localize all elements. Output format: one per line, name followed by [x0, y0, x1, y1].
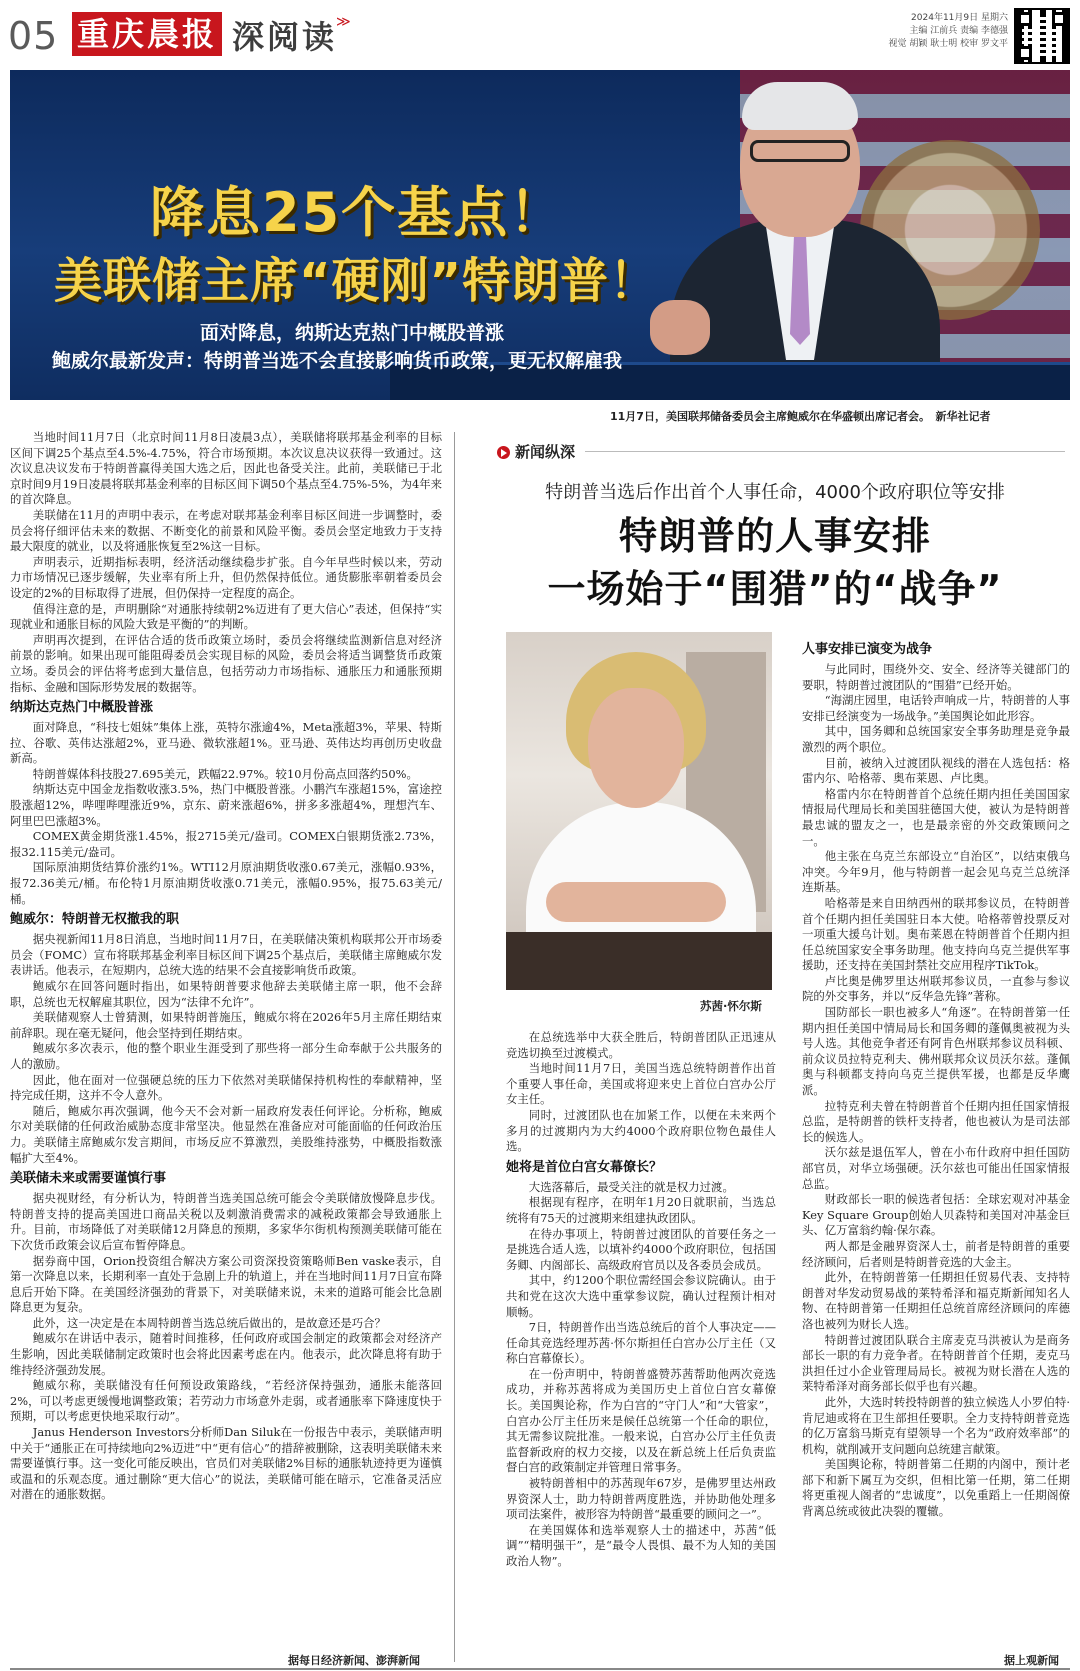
subheadline-line-1: 面对降息，纳斯达克热门中概股普涨 — [200, 322, 505, 344]
paragraph: 美联储观察人士曾猜测，如果特朗普施压，鲍威尔将在2026年5月主席任期结束前辞职。现在毫无疑问，他会坚持到任期结束。 — [10, 1010, 442, 1040]
paragraph: 纳斯达克中国金龙指数收涨3.5%，热门中概股普涨。小鹏汽车涨超15%，富途控股涨超12%，哔哩哔哩涨近9%，京东、蔚来涨超6%，拼多多涨超4%，理想汽车、阿里巴巴涨超3%。 — [10, 782, 442, 828]
paragraph: 据央视财经，有分析认为，特朗普当选美国总统可能会令美联储放慢降息步伐。特朗普支持的提高美国进口商品关税以及刺激消费需求的减税政策都会导致通胀上升。目前，市场降低了对美联储12月降息的预期，多家华尔街机构预测美联储可能在下次货币政策会议后宣布暂停降息。 — [10, 1191, 442, 1252]
paragraph: 鲍威尔称，美联储没有任何预设政策路线，“若经济保持强劲，通胀未能落回2%，可以考虑更缓慢地调整政策；若劳动力市场意外走弱，或者通胀率下降速度快于预期，可以考虑更快地采取行动”。 — [10, 1378, 442, 1424]
subheading: 纳斯达克热门中概股普涨 — [10, 700, 154, 716]
feature-deck: 特朗普当选后作出首个人事任命，4000个政府职位等安排 — [545, 482, 1005, 503]
paragraph: 随后，鲍威尔再次强调，他今天不会对新一届政府发表任何评论。分析称，鲍威尔对美联储的任何政治威胁态度非常坚决。他显然在准备应对可能面临的任何政治压力。美联储主席鲍威尔发言期间，市场反应不算激烈，美股维持涨势，中概股指数涨幅扩大至4%。 — [10, 1103, 442, 1165]
portrait-photo — [506, 632, 772, 990]
paragraph: 美联储在11月的声明中表示，在考虑对联邦基金利率目标区间进一步调整时，委员会将仔细评估未来的数据、不断变化的前景和风险平衡。委员会坚定地致力于支持最大限度的就业，以及将通胀恢复至2%这一目标。 — [10, 507, 442, 554]
paragraph: 同时，过渡团队也在加紧工作，以便在未来两个多月的过渡期内为大约4000个政府职位物色最佳人选。 — [506, 1107, 776, 1154]
editors-line: 视觉 胡颖 耿士明 校审 罗文平 — [888, 39, 1008, 49]
masthead — [0, 0, 1080, 70]
feature-title-line-1: 特朗普的人事安排 — [618, 514, 931, 558]
source-credit: 据上观新闻 — [1004, 1654, 1059, 1667]
paragraph: 鲍威尔在回答问题时指出，如果特朗普要求他辞去美联储主席一职，他不会辞职，总统也无权解雇其职位，因为“法律不允许”。 — [10, 979, 442, 1009]
paragraph: 面对降息，“科技七姐妹”集体上涨，英特尔涨逾4%，Meta涨超3%，苹果、特斯拉、谷歌、英伟达涨超2%，亚马逊、微软涨超1%。亚马逊、英伟达均再创历史收盘新高。 — [10, 720, 442, 766]
paragraph: 特朗普媒体科技股27.695美元，跌幅22.97%。较10月份高点回落约50%。 — [32, 766, 418, 781]
paragraph: 被特朗普相中的苏茜现年67岁，是佛罗里达州政界资深人士，助力特朗普两度胜选，并协助他处理多项司法案件，被形容为特朗普“最重要的顾问之一”。 — [506, 1476, 776, 1522]
paragraph: 在一份声明中，特朗普盛赞苏茜帮助他两次竞选成功，并称苏茜将成为美国历史上首位白宫女幕僚长。美国舆论称，作为白宫的“守门人”和“大管家”，白宫办公厅主任历来是候任总统第一个任命的职位，其无需参议院批准。一般来说，白宫办公厅主任负责监督新政府的权力交接，以及在新总统上任后负责监督白宫的政策制定并管理日常事务。 — [506, 1366, 776, 1475]
subheadline-line-2: 鲍威尔最新发声：特朗普当选不会直接影响货币政策，更无权解雇我 — [52, 350, 623, 372]
paragraph: 值得注意的是，声明删除“对通胀持续朝2%迈进有了更大信心”表述，但保持“实现就业和通胀目标的风险大致是平衡的”的判断。 — [10, 601, 442, 632]
paragraph: 在美国媒体和选举观察人士的描述中，苏茜“低调”“精明强干”，是“最令人畏惧、最不为人知的美国政治人物”。 — [506, 1522, 776, 1568]
paragraph: 当地时间11月7日（北京时间11月8日凌晨3点），美联储将联邦基金利率的目标区间下调25个基点至4.5%-4.75%，符合市场预期。本次议息决议获得一致通过。这次议息决议发布于特朗普赢得美国大选之后，因此也备受关注。此前，美联储已于北京时间9月19日凌晨将联邦基金利率的目标区间下调50个基点至4.75%-5%，为4年来的首次降息。 — [10, 430, 442, 507]
paragraph: 此外，这一决定是在本周特朗普当选总统后做出的，是故意还是巧合？ — [32, 1315, 386, 1330]
paragraph: 此外，大选时转投特朗普的独立候选人小罗伯特·肯尼迪或将在卫生部担任要职。全力支持特朗普竞选的亿万富翁马斯克有望领导一个名为“政府效率部”的机构，就削减开支问题向总统建言献策。 — [802, 1394, 1070, 1456]
feature-column-right — [802, 637, 1070, 1665]
paragraph: 此外，在特朗普第一任期担任贸易代表、支持特朗普对华发动贸易战的莱特希泽和福克斯新闻知名人物、在特朗普第一任期担任总统首席经济顾问的库德洛也被列为财长人选。 — [802, 1270, 1070, 1331]
feature-tag: 新闻纵深 — [515, 443, 576, 461]
play-icon — [497, 446, 510, 459]
column-divider — [454, 432, 455, 1662]
paragraph: 他主张在乌克兰东部设立“自治区”，以结束俄乌冲突。今年9月，他与特朗普一起会见乌克兰总统泽连斯基。 — [802, 849, 1070, 895]
feature-column-left — [506, 1030, 776, 1665]
feature-title-line-2: 一场始于“围猎”的“战争” — [547, 567, 1003, 611]
paragraph: COMEX黄金期货涨1.45%，报2715美元/盎司。COMEX白银期货涨2.73%，报32.115美元/盎司。 — [10, 829, 442, 859]
paragraph: 与此同时，围绕外交、安全、经济等关键部门的要职，特朗普过渡团队的“围猎”已经开始。 — [802, 662, 1070, 692]
paragraph: 据券商中国，Orion投资组合解决方案公司资深投资策略师Ben vaske表示，自第一次降息以来，长期利率一直处于急剧上升的轨道上，并在当地时间11月7日宣布降息后开始下降。在美国经济强劲的背景下，对美联储来说，未来的道路可能会比急剧降息更为复杂。 — [10, 1253, 442, 1315]
subheading: 鲍威尔：特朗普无权撤我的职 — [10, 912, 180, 928]
paragraph: Janus Henderson Investors分析师Dan Siluk在一份报告中表示，美联储声明中关于“通胀正在可持续地向2%迈进”中“更有信心”的措辞被删除，这表明美联储未来需要谨慎行事。这一变化可能反映出，官员们对美联储2%目标的通胀轨迹持更为谨慎或温和的乐观态度。通过删除“更大信心”的说法，美联储可能在暗示，它准备灵活应对潜在的通胀数据。 — [10, 1425, 442, 1502]
paragraph: 声明表示，近期指标表明，经济活动继续稳步扩张。自今年早些时候以来，劳动力市场情况已逐步缓解，失业率有所上升，但仍然保持低位。通货膨胀率朝着委员会设定的2%的目标取得了进展，但仍保持一定程度的高企。 — [10, 554, 442, 600]
paragraph: 当地时间11月7日，美国当选总统特朗普作出首个重要人事任命，美国或将迎来史上首位白宫办公厅女主任。 — [506, 1061, 776, 1107]
paragraph: 根据现有程序，在明年1月20日就职前，当选总统将有75天的过渡期来组建执政团队。 — [506, 1195, 776, 1225]
page-number: 05 — [8, 14, 59, 58]
hero-photo — [10, 70, 1070, 400]
edition-info — [880, 12, 1008, 51]
paragraph: 美国舆论称，特朗普第二任期的内阁中，预计老部下和新下属互为交织，但相比第一任期，第二任期将更重视人阁者的“忠诚度”，以免重蹈上一任期阁僚背离总统或彼此决裂的覆辙。 — [802, 1457, 1070, 1519]
paragraph: 卢比奥是佛罗里达州联邦参议员，一直参与参议院的外交事务，并以“反华急先锋”著称。 — [802, 973, 1070, 1004]
paragraph: 格雷内尔在特朗普首个总统任期内担任美国国家情报局代理局长和美国驻德国大使，被认为是特朗普最忠诚的盟友之一，也是最亲密的外交政策顾问之一。 — [802, 786, 1070, 848]
bottom-rule — [10, 1668, 1070, 1670]
newspaper-logo: 重庆晨报 — [72, 12, 222, 56]
issue-date: 2024年11月9日 星期六 — [911, 13, 1008, 23]
paragraph: 财政部长一职的候选者包括：全球宏观对冲基金Key Square Group创始人贝森特和美国对冲基金巨头、亿万富翁约翰·保尔森。 — [802, 1192, 1070, 1238]
subheading: 人事安排已演变为战争 — [802, 642, 933, 657]
editors-line: 主编 江前兵 责编 李德强 — [909, 26, 1008, 36]
paragraph: 在总统选举中大获全胜后，特朗普团队正迅速从竞选切换至过渡模式。 — [506, 1030, 776, 1060]
subheading: 美联储未来或需要谨慎行事 — [10, 1171, 167, 1187]
paragraph: 因此，他在面对一位强硬总统的压力下依然对美联储保持机构性的奉献精神，坚持完成任期，这并不令人意外。 — [10, 1072, 442, 1103]
section-title: 深阅读 — [232, 18, 338, 56]
paragraph: 拉特克利夫曾在特朗普首个任期内担任国家情报总监，是特朗普的铁杆支持者，他也被认为是司法部长的候选人。 — [802, 1098, 1070, 1144]
headline-line-2: 美联储主席“硬刚”特朗普！ — [54, 253, 659, 309]
paragraph: 目前，被纳入过渡团队视线的潜在人选包括：格雷内尔、哈格蒂、奥布莱恩、卢比奥。 — [802, 755, 1070, 786]
source-credit: 据每日经济新闻、澎湃新闻 — [288, 1654, 420, 1667]
paragraph: 鲍威尔在讲话中表示，随着时间推移，任何政府或国会制定的政策都会对经济产生影响，因此美联储制定政策时也会将此因素考虑在内。他表示，此次降息将有助于维持经济强劲发展。 — [10, 1331, 442, 1377]
paragraph: 声明再次提到，在评估合适的货币政策立场时，委员会将继续监测新信息对经济前景的影响。如果出现可能阻碍委员会实现目标的风险，委员会将适当调整货币政策立场。委员会的评估将考虑到大量信息，包括劳动力市场指标、通胀压力和通胀预期指标、金融和国际形势发展的数据等。 — [10, 632, 442, 694]
paragraph: 国际原油期货结算价涨约1%。WTI12月原油期货收涨0.67美元，涨幅0.93%，报72.36美元/桶。布伦特1月原油期货收涨0.71美元，涨幅0.95%，报75.63美元/桶。 — [10, 860, 442, 906]
paragraph: “海湖庄园里，电话铃声响成一片，特朗普的人事安排已经演变为一场战争。”美国舆论如此形容。 — [802, 693, 1070, 723]
paragraph: 据央视新闻11月8日消息，当地时间11月7日，在美联储决策机构联邦公开市场委员会（FOMC）宣布将联邦基金利率目标区间下调25个基点后，美联储主席鲍威尔发表讲话。他表示，在短期内，总统大选的结果不会直接影响货币政策。 — [10, 932, 442, 978]
subheading: 她将是首位白宫女幕僚长？ — [506, 1159, 663, 1175]
paragraph: 其中，约1200个职位需经国会参议院确认。由于共和党在这次大选中重掌参议院，确认过程预计相对顺畅。 — [506, 1273, 776, 1319]
double-arrow-icon: ≫ — [336, 14, 351, 30]
hero-caption: 11月7日，美国联邦储备委员会主席鲍威尔在华盛顿出席记者会。 新华社记者 — [610, 410, 991, 423]
paragraph: 国防部长一职也被多人“角逐”。在特朗普第一任期内担任美国中情局局长和国务卿的蓬佩奥被视为头号人选。其他竞争者还有阿肯色州联邦参议员科顿、前众议员拉特克利夫、佛州联邦众议员沃尔兹。蓬佩奥与科顿都支持向乌克兰提供军援，也都是反华鹰派。 — [802, 1005, 1070, 1098]
paragraph: 其中，国务卿和总统国家安全事务助理是竞争最激烈的两个职位。 — [802, 724, 1070, 754]
fed-article — [10, 430, 442, 1665]
headline-line-1: 降息25个基点！ — [150, 181, 566, 244]
paragraph: 在待办事项上，特朗普过渡团队的首要任务之一是挑选合适人选，以填补约4000个政府职位，包括国务卿、内阁部长、高级政府官员以及各委员会成员。 — [506, 1226, 776, 1272]
qr-code-icon[interactable] — [1014, 8, 1070, 64]
paragraph: 7日，特朗普作出当选总统后的首个人事决定——任命其竞选经理苏茜·怀尔斯担任白宫办公厅主任（又称白宫幕僚长）。 — [506, 1320, 776, 1366]
paragraph: 大选落幕后，最受关注的就是权力过渡。 — [528, 1179, 734, 1194]
paragraph: 哈格蒂是来自田纳西州的联邦参议员，在特朗普首个任期内担任美国驻日本大使。哈格蒂曾投票反对一项重大援乌计划。奥布莱恩在特朗普首个任期内担任总统国家安全事务助理。他支持向乌克兰提供军事援助，还支持在美国封禁社交应用程序TikTok。 — [802, 895, 1070, 973]
paragraph: 鲍威尔多次表示，他的整个职业生涯受到了那些将一部分生命奉献于公共服务的人的激励。 — [10, 1041, 442, 1071]
paragraph: 特朗普过渡团队联合主席麦克马洪被认为是商务部长一职的有力竞争者。在特朗普首个任期，麦克马洪担任过小企业管理局局长。被视为财长潜在人选的莱特希泽对商务部长似乎也有兴趣。 — [802, 1332, 1070, 1394]
portrait-caption: 苏茜·怀尔斯 — [700, 999, 762, 1013]
speaker-figure — [650, 70, 950, 400]
tag-rule — [585, 451, 1065, 452]
paragraph: 沃尔兹是退伍军人，曾在小布什政府中担任国防部官员，对华立场强硬。沃尔兹也可能出任国家情报总监。 — [802, 1145, 1070, 1191]
paragraph: 两人都是金融界资深人士，前者是特朗普的重要经济顾问，后者则是特朗普竞选的大金主。 — [802, 1238, 1070, 1269]
